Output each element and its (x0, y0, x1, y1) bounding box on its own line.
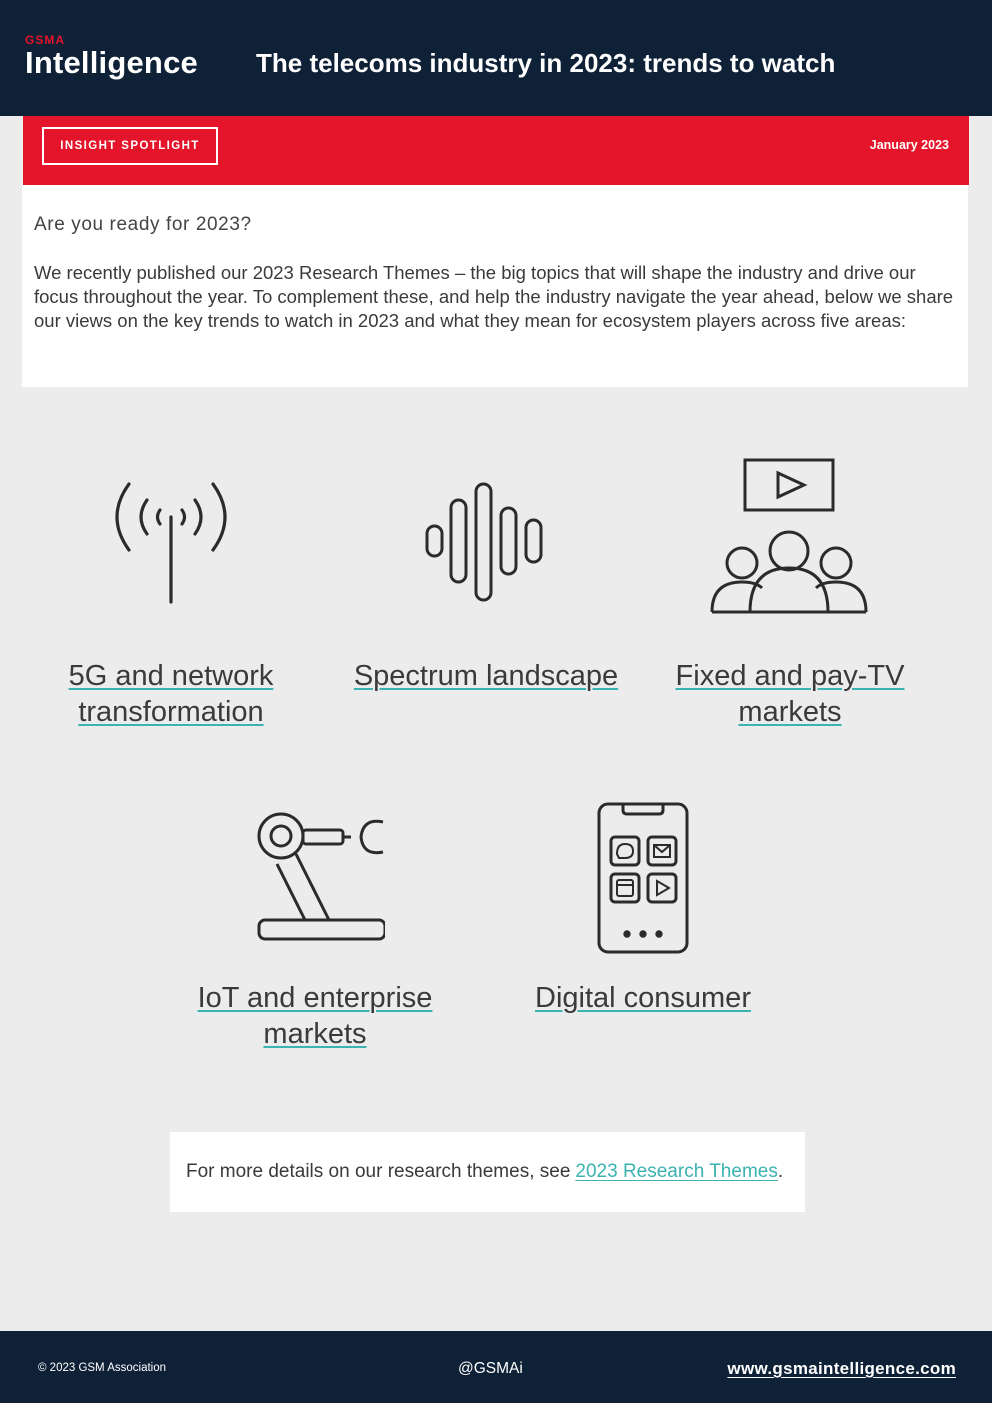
theme-spectrum-label: Spectrum landscape (353, 660, 619, 692)
theme-digital-consumer-label: Digital consumer (535, 982, 751, 1014)
research-themes-link[interactable]: 2023 Research Themes (575, 1161, 778, 1182)
note-suffix: . (777, 1161, 784, 1182)
robot-arm-icon (245, 806, 385, 946)
page-title: The telecoms industry in 2023: trends to watch (256, 48, 836, 78)
copyright-text: © 2023 GSM Association (38, 1362, 167, 1374)
theme-digital-consumer[interactable] (520, 800, 766, 1030)
logo-gsma-text: GSMA (25, 33, 65, 47)
research-themes-note (170, 1132, 805, 1212)
website-link[interactable]: www.gsmaintelligence.com (727, 1359, 956, 1378)
note-text: For more details on our research themes, see (186, 1161, 571, 1182)
theme-iot-enterprise[interactable] (180, 806, 450, 1062)
spotlight-banner (23, 116, 969, 185)
twitter-handle-link[interactable]: @GSMAi (458, 1360, 523, 1377)
audience-screen-icon (710, 456, 870, 616)
theme-fixed-paytv[interactable] (660, 456, 920, 740)
theme-spectrum-landscape[interactable] (336, 470, 636, 710)
logo-intelligence-text: Intelligence (25, 45, 198, 80)
theme-iot-label: IoT and enterprise markets (197, 982, 433, 1050)
publication-date: January 2023 (869, 138, 949, 152)
intro-question: Are you ready for 2023? (34, 214, 252, 235)
smartphone-apps-icon (593, 800, 693, 960)
intro-panel (22, 185, 968, 387)
theme-5g-label: 5G and network transformation (68, 660, 274, 728)
page-footer (0, 1331, 992, 1403)
intro-paragraph: We recently published our 2023 Research Themes – the big topics that will shape the industry and drive our focus throughout the year. To complement these, and help the industry navigate the year ahead, below we share our views on the key trends to watch in 2023 and what they mean for ecosystem players across five areas: (34, 262, 954, 331)
sound-wave-icon (416, 470, 556, 610)
insight-spotlight-badge: INSIGHT SPOTLIGHT (42, 127, 218, 165)
theme-5g-network[interactable] (40, 470, 302, 740)
gsma-intelligence-logo[interactable] (25, 34, 198, 80)
antenna-icon (101, 470, 241, 610)
page-header (0, 0, 992, 116)
theme-fixed-paytv-label: Fixed and pay-TV markets (675, 660, 905, 728)
